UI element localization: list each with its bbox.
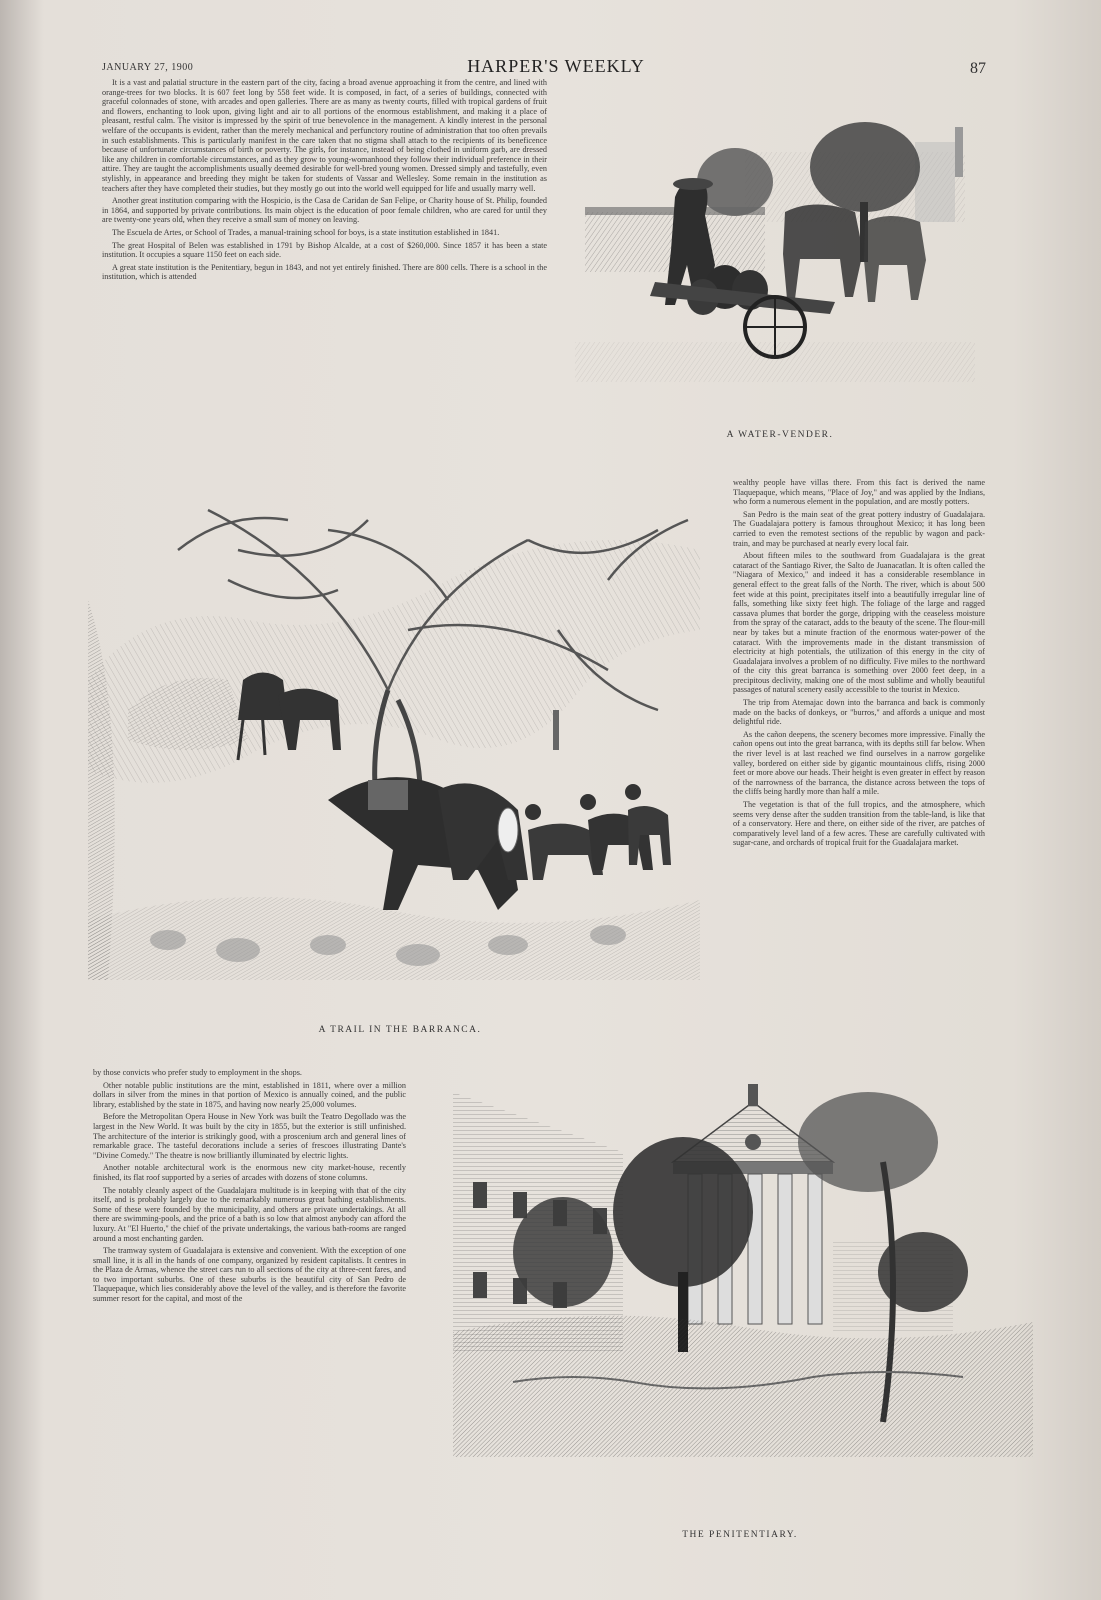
paragraph: A great state institution is the Penitentiary, begun in 1843, and not yet entirely finished. There are 800 cells. There is a school in the institution, which is attended [102,262,547,282]
trail-caption: A TRAIL IN THE BARRANCA. [318,1025,482,1035]
paragraph: About fifteen miles to the southward from Guadalajara is the great cataract of the Santiago River, the Salto de Juanacatlan. It is often called the "Niagara of Mexico," and indeed it has a considerable resemblance in general effect to the great falls of the North. The river, which is about 500 feet wide at this point, precipitates itself into a beautifully irregular line of falls, something like sixty feet high. The foliage of the large and ragged cassava plumes that border the gorge, dripping with the ceaseless moisture from the spray of the cataract, adds to the beauty of the scene. The flour-mill near by takes but a minute fraction of the enormous water-power of the cataract. With the improvements made in the distant transmission of electricity at high potentials, the utilization of this energy in the city of Guadalajara involves a problem of no difficulty. Five miles to the northward of the city this great barranca is something over 2000 feet deep, in a precipitous declivity, making one of the most sublime and wholly beautiful passages of natural scenery easily accessible to the tourist in Mexico. [733,551,985,695]
paragraph: Before the Metropolitan Opera House in New York was built the Teatro Degollado was the largest in the New World. It was built by the city in 1855, but the exterior is still unfinished. The architecture of the interior is strikingly good, with a proscenium arch and general lines of remarkable grace. The tasteful decorations include a series of frescoes illustrating Dante's "Divine Comedy." The theatre is now brilliantly illuminated by electric lights. [93,1112,406,1160]
paragraph: The vegetation is that of the full tropics, and the atmosphere, which seems very dense after the sudden transition from the table-land, is like that of a conservatory. Here and there, on either side of the river, are patches of comparatively level land of a few acres. These are carefully cultivated with sugar-cane, and orchards of tropical fruit for the Guadalajara market. [733,800,985,848]
bottom-left-text-column [93,1068,406,1522]
paragraph: wealthy people have villas there. From this fact is derived the name Tlaquepaque, which means, "Place of Joy," and was applied by the Indians, who form a numerous element in the population, and are mostly potters. [733,478,985,507]
paragraph: by those convicts who prefer study to employment in the shops. [93,1068,302,1077]
barranca-trail-illustration [88,480,700,980]
paragraph: Other notable public institutions are the mint, established in 1811, where over a million dollars in silver from the mines in that portion of Mexico is annually coined, and the public library, established by the state in 1875, and having now nearly 25,000 volumes. [93,1080,406,1109]
paragraph: The Escuela de Artes, or School of Trades, a manual-training school for boys, is a state institution established in 1841. [112,227,500,237]
water-vender-caption: A WATER-VENDER. [726,430,834,440]
paragraph: Another great institution comparing with the Hospicio, is the Casa de Caridan de San Felipe, or Charity house of St. Philip, founded in 1864, and supported by private contributions. Its main object is the education of poor female children, who are cared for until they are twenty-one years old, when they receive a small sum of money on leaving. [102,196,547,225]
penitentiary-illustration [453,1082,1033,1457]
issue-date: JANUARY 27, 1900 [102,62,194,73]
paragraph: San Pedro is the main seat of the great pottery industry of Guadalajara. The Guadalajara pottery is famous throughout Mexico; it has long been carried to even the remotest sections of the republic by wagon and pack-train, and may be purchased at nearly every local fair. [733,509,985,548]
page-number: 87 [970,60,986,77]
publication-title: HARPER'S WEEKLY [467,56,645,76]
paragraph: The notably cleanly aspect of the Guadalajara multitude is in keeping with that of the city itself, and is probably largely due to the remarkably numerous great bathing establishments. Some of these were founded by the municipality, and others are private undertakings. At all there are swimming-pools, and the price of a bath is so low that almost anybody can afford the luxury. At "El Huerto," the chief of the private undertakings, the various bath-rooms are ranged around a most enchanting garden. [93,1185,406,1243]
paragraph: As the cañon deepens, the scenery becomes more impressive. Finally the cañon opens out into the great barranca, with its depths still far below. When the river level is at last reached we find ourselves in a narrow gorgelike valley, bordered on either side by gigantic mountainous cliffs, rising 2000 feet or more above our heads. Their height is even greater in effect by reason of the narrowness of the barranca, the distance across between the tops of the cliffs being hardly more than half a mile. [733,729,985,797]
paragraph: It is a vast and palatial structure in the eastern part of the city, facing a broad avenue approaching it from the centre, and lined with orange-trees for two blocks. It is 607 feet long by 558 feet wide. It is composed, in fact, of a series of buildings, connected with graceful colonnades of stone, with arcades and open galleries. There are as many as twenty courts, filled with tropical gardens of fruit and flowers, enchanting to look upon, giving light and air to all portions of the enormous establishment, and making it a place of pleasant, restful calm. The visitor is impressed by the spirit of true benevolence in the management. A kindly interest in the personal welfare of the occupants is evident, rather than the merely mechanical and perfunctory routine of administration that too often prevails in such establishments. This is particularly manifest in the care taken that no stigma shall attach to the recipients of its beneficence because of unfortunate circumstances of birth or poverty. The girls, for instance, instead of being clothed in uniform garb, are dressed like any children in comfortable circumstances, and as they grow to young-womanhood they follow their individual preference in their attire. They are taught the accomplishments usually deemed desirable for well-bred young women. Dressed simply and tastefully, even stylishly, in appearance and breeding they might be taken for students of Vassar and Wellesley. Some remain in the institution as teachers after they have completed their studies, but they mostly go out into the world well equipped for life and usually marry well. [102,78,547,193]
top-left-text-column [102,78,547,442]
paragraph: The great Hospital of Belen was established in 1791 by Bishop Alcalde, at a cost of $260,000. Since 1857 it has been a state institution. It occupies a square 1150 feet on each side. [102,240,547,260]
paragraph: The trip from Atemajac down into the barranca and back is commonly made on the backs of donkeys, or "burros," and affords a unique and most delightful ride. [733,698,985,727]
penitentiary-caption: THE PENITENTIARY. [682,1530,798,1540]
paragraph: The tramway system of Guadalajara is extensive and convenient. With the exception of one small line, it is all in the hands of one company, organized by resident capitalists. It centres in the Plaza de Armas, whence the street cars run to all sections of the city at three-cent fares, and to two important suburbs. One of these suburbs is the beautiful city of San Pedro de Tlaquepaque, which lies considerably above the level of the valley, and is therefore the favorite summer resort for the capital, and most of the [93,1246,406,1304]
water-vender-illustration [575,112,975,382]
right-text-column [733,478,985,1026]
paragraph: Another notable architectural work is the enormous new city market-house, recently finished, its flat roof supported by a series of arcades with dozens of stone columns. [93,1163,406,1182]
